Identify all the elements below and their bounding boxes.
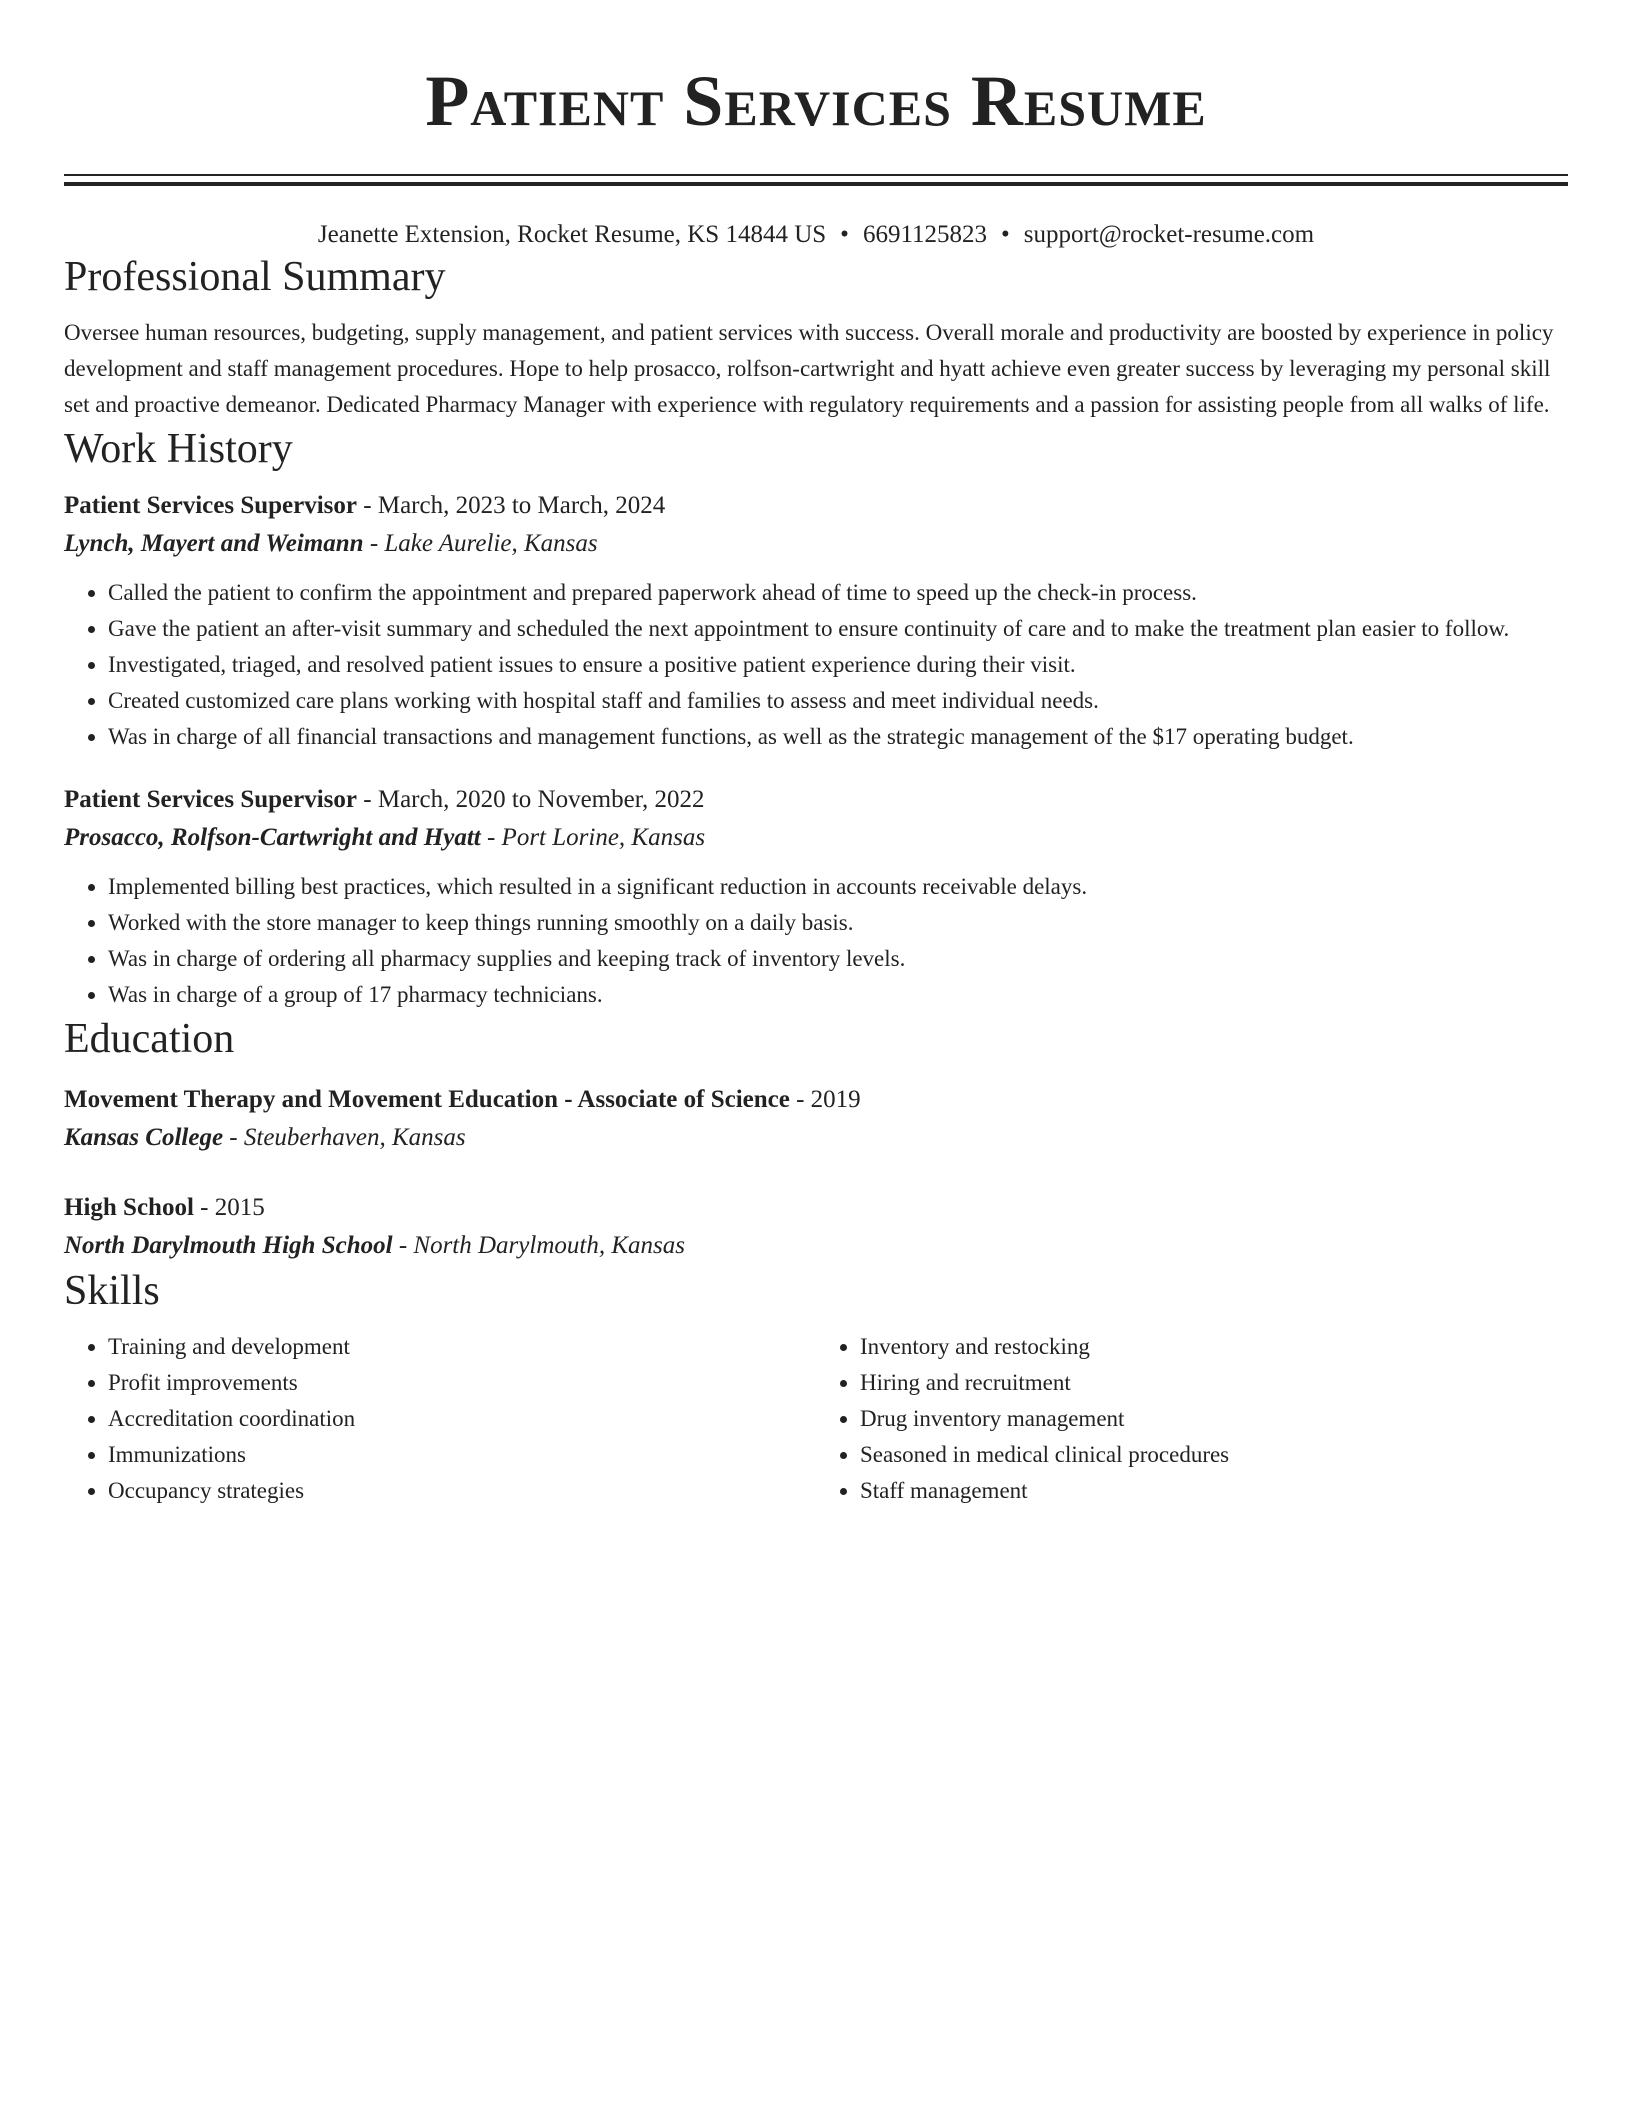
education-header (64, 1189, 1568, 1227)
job-dates: - March, 2020 to November, 2022 (357, 786, 705, 813)
skill-item: • Immunizations (108, 1437, 816, 1473)
education-institution (64, 1227, 1568, 1265)
skill-item: • Occupancy strategies (108, 1473, 816, 1509)
education-degree: High School (64, 1194, 194, 1221)
education-school: North Darylmouth High School (64, 1232, 393, 1259)
education-entry (64, 1189, 1568, 1265)
job-entry (64, 781, 1568, 1013)
skill-item: • Drug inventory management (860, 1401, 1568, 1437)
job-duty-item: • Implemented billing best practices, which resulted in a significant reduction in accounts receivable delays. (108, 869, 1568, 905)
job-location: - Port Lorine, Kansas (480, 824, 706, 851)
job-employer (64, 525, 1568, 563)
resume-title: Patient Services Resume (425, 61, 1207, 141)
job-duties (64, 575, 1568, 755)
job-duty-item: • Was in charge of all financial transactions and management functions, as well as the strategic management of the $17 operating budget. (108, 719, 1568, 755)
work-history-heading: Work History (64, 426, 293, 472)
education-institution (64, 1119, 1568, 1157)
summary-heading: Professional Summary (64, 254, 446, 300)
skills-list (64, 1329, 1568, 1509)
education-entry (64, 1081, 1568, 1157)
job-header (64, 781, 1568, 819)
contact-separator: • (840, 221, 849, 248)
job-header (64, 487, 1568, 525)
education-heading: Education (64, 1016, 235, 1062)
title-divider-thin (64, 174, 1568, 176)
skill-item: • Seasoned in medical clinical procedures (860, 1437, 1568, 1473)
job-duty-item: • Investigated, triaged, and resolved patient issues to ensure a positive patient experience during their visit. (108, 647, 1568, 683)
job-duty-item: • Gave the patient an after-visit summary and scheduled the next appointment to ensure continuity of care and to make the treatment plan easier to follow. (108, 611, 1568, 647)
job-title: Patient Services Supervisor (64, 786, 358, 813)
job-company: Lynch, Mayert and Weimann (64, 530, 364, 557)
job-duties (64, 869, 1568, 1013)
job-employer (64, 819, 1568, 857)
skills-column-right (816, 1329, 1568, 1509)
job-title: Patient Services Supervisor (64, 492, 358, 519)
job-duty-item: • Worked with the store manager to keep things running smoothly on a daily basis. (108, 905, 1568, 941)
skill-item: • Hiring and recruitment (860, 1365, 1568, 1401)
education-year: - 2015 (193, 1194, 265, 1221)
contact-separator: • (1001, 221, 1010, 248)
job-duty-item: • Was in charge of ordering all pharmacy supplies and keeping track of inventory levels. (108, 941, 1568, 977)
job-duty-item: • Was in charge of a group of 17 pharmacy technicians. (108, 977, 1568, 1013)
job-location: - Lake Aurelie, Kansas (363, 530, 598, 557)
education-year: - 2019 (789, 1086, 861, 1113)
skill-item: • Staff management (860, 1473, 1568, 1509)
skill-item: • Inventory and restocking (860, 1329, 1568, 1365)
contact-line (64, 219, 1568, 251)
skill-item: • Profit improvements (108, 1365, 816, 1401)
contact-phone: 6691125823 (862, 221, 988, 248)
contact-email: support@rocket-resume.com (1023, 221, 1315, 248)
education-degree: Movement Therapy and Movement Education - Associate of Science (64, 1086, 790, 1113)
job-duty-item: • Created customized care plans working with hospital staff and families to assess and meet individual needs. (108, 683, 1568, 719)
contact-address: Jeanette Extension, Rocket Resume, KS 14844 US (317, 221, 827, 248)
skill-item: • Training and development (108, 1329, 816, 1365)
job-dates: - March, 2023 to March, 2024 (357, 492, 666, 519)
skills-heading: Skills (64, 1268, 160, 1314)
education-header (64, 1081, 1568, 1119)
job-company: Prosacco, Rolfson-Cartwright and Hyatt (64, 824, 481, 851)
skills-column-left (64, 1329, 816, 1509)
summary-text: Oversee human resources, budgeting, supply management, and patient services with success. Overall morale and productivity are boosted by experience in policy development and staff management procedures. Hope to help prosacco, rolfson-cartwright and hyatt achieve even greater success by leveraging my personal skill set and proactive demeanor. Dedicated Pharmacy Manager with experience with regulatory requirements and a passion for assisting people from all walks of life. (64, 320, 1554, 417)
education-school: Kansas College (64, 1124, 224, 1151)
education-location: - Steuberhaven, Kansas (223, 1124, 466, 1151)
title-divider-thick (64, 182, 1568, 186)
job-entry (64, 487, 1568, 755)
education-location: - North Darylmouth, Kansas (392, 1232, 685, 1259)
job-duty-item: • Called the patient to confirm the appointment and prepared paperwork ahead of time to speed up the check-in process. (108, 575, 1568, 611)
skill-item: • Accreditation coordination (108, 1401, 816, 1437)
